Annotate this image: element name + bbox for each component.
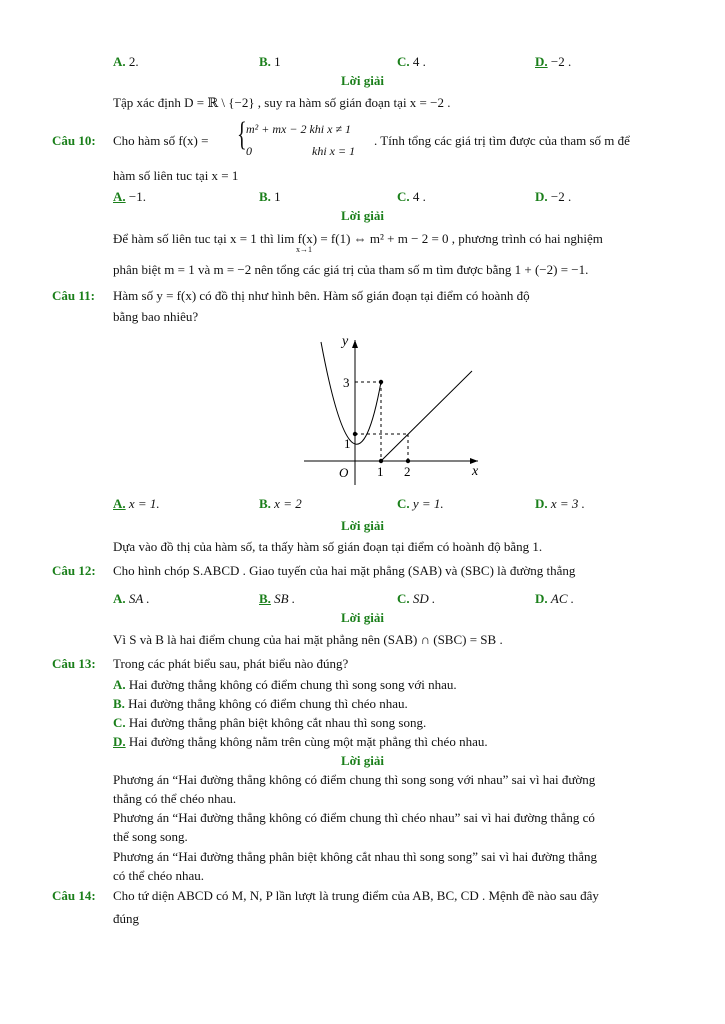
q13-option-b: B. Hai đường thẳng không có điểm chung thì chéo nhau. bbox=[113, 696, 408, 711]
q13-option-c: C. Hai đường thẳng phân biệt không cắt nhau thì song song. bbox=[113, 715, 427, 730]
q10-option-c: C. 4 . bbox=[397, 189, 426, 204]
q12-option-c: C. SD . bbox=[397, 591, 436, 606]
q13-option-a: A. Hai đường thẳng không có điểm chung thì song song với nhau. bbox=[113, 677, 457, 692]
q10-solution-line1: Để hàm số liên tuc tại x = 1 thì lim f(x) = f(1) ⇔ m² + m − 2 = 0 , phương trình có hai nghiệm bbox=[113, 231, 603, 246]
q11-solution-text: Dựa vào đồ thị của hàm số, ta thấy hàm số gián đoạn tại điểm có hoành độ bằng 1. bbox=[113, 539, 543, 554]
q13-solution-line: thẳng có thể chéo nhau. bbox=[113, 791, 237, 806]
q9-option-a: A. 2. bbox=[113, 54, 139, 69]
q13-solution-heading: Lời giải bbox=[341, 753, 384, 768]
q11-text-line1: Hàm số y = f(x) có đồ thị như hình bên. Hàm số gián đoạn tại điểm có hoành độ bbox=[113, 288, 530, 303]
x-axis-label: x bbox=[472, 464, 479, 479]
point-1-0 bbox=[379, 459, 383, 463]
q9-option-d: D. −2 . bbox=[535, 54, 572, 69]
q9-solution-heading: Lời giải bbox=[341, 73, 384, 88]
origin-label: O bbox=[339, 465, 349, 480]
q14-text-line1: Cho tứ diện ABCD có M, N, P lần lượt là trung điểm của AB, BC, CD . Mệnh đề nào sau đây bbox=[113, 888, 599, 903]
q10-limit-subscript: x→1 bbox=[296, 245, 312, 254]
point-1-3 bbox=[379, 380, 383, 384]
q12-solution-heading: Lời giải bbox=[341, 610, 384, 625]
q13-solution-line: Phương án “Hai đường thẳng không có điểm chung thì chéo nhau” sai vì hai đường thẳng có bbox=[113, 810, 595, 825]
graph-line-branch bbox=[381, 371, 472, 461]
graph-parabola-branch bbox=[321, 342, 381, 444]
q12-option-a: A. SA . bbox=[113, 591, 150, 606]
q10-brace: { bbox=[237, 116, 247, 153]
q14-label: Câu 14: bbox=[52, 888, 96, 903]
y-tick-1: 1 bbox=[344, 436, 351, 451]
y-tick-3: 3 bbox=[343, 375, 350, 390]
q13-label: Câu 13: bbox=[52, 656, 96, 671]
q12-option-d: D. AC . bbox=[535, 591, 575, 606]
q10-text-post: . Tính tổng các giá trị tìm được của tham số m để bbox=[374, 133, 630, 148]
q10-case2: 0 khi x = 1 bbox=[246, 144, 356, 158]
y-axis-arrow-icon bbox=[352, 340, 358, 348]
q10-solution-heading: Lời giải bbox=[341, 208, 384, 223]
q10-option-b: B. 1 bbox=[259, 189, 281, 204]
q11-option-d: D. x = 3 . bbox=[535, 496, 585, 511]
q11-option-c: C. y = 1. bbox=[397, 496, 444, 511]
q13-text: Trong các phát biểu sau, phát biểu nào đúng? bbox=[113, 656, 349, 671]
q11-text-line2: bằng bao nhiêu? bbox=[113, 309, 199, 324]
q14-text-line2: đúng bbox=[113, 911, 139, 926]
q11-option-b: B. x = 2 bbox=[259, 496, 302, 511]
q9-option-c: C. 4 . bbox=[397, 54, 426, 69]
q13-solution-line: Phương án “Hai đường thẳng không có điểm chung thì song song với nhau” sai vì hai đường bbox=[113, 772, 596, 787]
q11-label: Câu 11: bbox=[52, 288, 95, 303]
q10-option-a: A. −1. bbox=[113, 189, 146, 204]
q12-option-b: B. SB . bbox=[259, 591, 296, 606]
x-tick-1: 1 bbox=[377, 464, 384, 479]
q10-text-line2: hàm số liên tuc tại x = 1 bbox=[113, 168, 239, 183]
q11-solution-heading: Lời giải bbox=[341, 518, 384, 533]
q9-option-b: B. 1 bbox=[259, 54, 281, 69]
q10-case1: m² + mx − 2 khi x ≠ 1 bbox=[246, 122, 352, 136]
y-axis-label: y bbox=[342, 334, 349, 349]
x-tick-2: 2 bbox=[404, 464, 411, 479]
q12-solution-text: Vì S và B là hai điểm chung của hai mặt phẳng nên (SAB) ∩ (SBC) = SB . bbox=[113, 632, 503, 647]
q10-text-pre: Cho hàm số f(x) = bbox=[113, 133, 209, 148]
q10-option-d: D. −2 . bbox=[535, 189, 572, 204]
q9-solution-text: Tập xác định D = ℝ \ {−2} , suy ra hàm số gián đoạn tại x = −2 . bbox=[113, 95, 451, 110]
q10-solution-line2: phân biệt m = 1 và m = −2 nên tổng các giá trị của tham số m tìm được bằng 1 + (−2) = −1. bbox=[113, 262, 589, 277]
point-0-1 bbox=[353, 432, 357, 436]
point-2-0 bbox=[406, 459, 410, 463]
q13-solution-line: thể song song. bbox=[113, 829, 188, 844]
q12-label: Câu 12: bbox=[52, 563, 96, 578]
q11-option-a: A. x = 1. bbox=[113, 496, 160, 511]
q13-solution-line: Phương án “Hai đường thẳng phân biệt không cắt nhau thì song song” sai vì hai đường thẳng bbox=[113, 849, 598, 864]
q13-option-d: D. Hai đường thẳng không nằm trên cùng một mặt phẳng thì chéo nhau. bbox=[113, 734, 488, 749]
q12-text: Cho hình chóp S.ABCD . Giao tuyến của hai mặt phẳng (SAB) và (SBC) là đường thẳng bbox=[113, 563, 576, 578]
q10-label: Câu 10: bbox=[52, 133, 96, 148]
q13-solution-line: có thể chéo nhau. bbox=[113, 868, 204, 883]
